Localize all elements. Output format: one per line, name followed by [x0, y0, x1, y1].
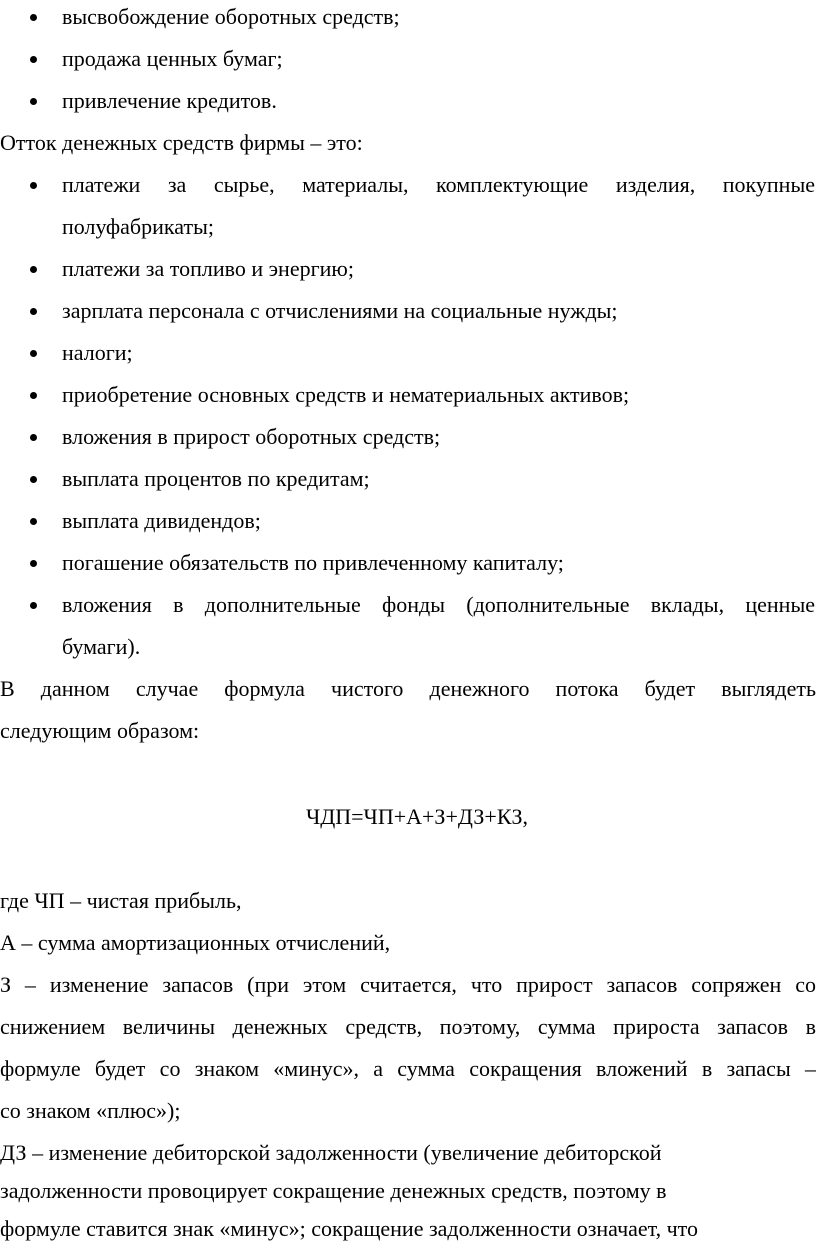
list-item: продажа ценных бумаг; [62, 46, 283, 71]
list-item: привлечение кредитов. [62, 88, 277, 113]
list-item: платежи за сырье, материалы, комплектующие изделия, покупные [62, 172, 815, 197]
bullet-icon [30, 476, 37, 483]
list-item: выплата процентов по кредитам; [62, 466, 370, 491]
bullet-icon [30, 392, 37, 399]
list-item: налоги; [62, 340, 133, 365]
formula-text: ЧДП=ЧП+А+З+ДЗ+КЗ, [305, 804, 529, 829]
bullet-icon [30, 14, 37, 21]
formula [0, 796, 816, 838]
definition-line: где ЧП – чистая прибыль, [0, 888, 242, 913]
bullet-icon [30, 308, 37, 315]
list-item-continuation: полуфабрикаты; [62, 214, 214, 239]
list-item: вложения в прирост оборотных средств; [62, 424, 441, 449]
bullet-icon [30, 518, 37, 525]
list-item: погашение обязательств по привлеченному капиталу; [62, 550, 564, 575]
definition-line: со знаком «плюс»); [0, 1098, 181, 1123]
definition-line: формуле ставится знак «минус»; сокращение задолженности означает, что [0, 1216, 699, 1241]
definition-line: формуле будет со знаком «минус», а сумма сокращения вложений в запасы – [0, 1056, 816, 1081]
list-item: высвобождение оборотных средств; [62, 4, 400, 29]
definition-line: ДЗ – изменение дебиторской задолженности (увеличение дебиторской [0, 1140, 662, 1165]
bullet-icon [30, 602, 37, 609]
list-item: зарплата персонала с отчислениями на социальные нужды; [62, 298, 618, 323]
bullet-icon [30, 56, 37, 63]
definition-line: задолженности провоцирует сокращение денежных средств, поэтому в [0, 1178, 667, 1203]
paragraph-line: следующим образом: [0, 718, 200, 743]
definition-line: З – изменение запасов (при этом считается, что прирост запасов сопряжен со [0, 972, 816, 997]
bullet-icon [30, 350, 37, 357]
definition-line: А – сумма амортизационных отчислений, [0, 930, 391, 955]
bullet-icon [30, 98, 37, 105]
definition-line: снижением величины денежных средств, поэтому, сумма прироста запасов в [0, 1014, 816, 1039]
bullet-icon [30, 434, 37, 441]
list-item-continuation: бумаги). [62, 634, 141, 659]
list-item: приобретение основных средств и нематериальных активов; [62, 382, 630, 407]
paragraph-line: В данном случае формула чистого денежного потока будет выглядеть [0, 676, 816, 701]
bullet-icon [30, 266, 37, 273]
bullet-icon [30, 560, 37, 567]
bullet-icon [30, 182, 37, 189]
list-item: выплата дивидендов; [62, 508, 261, 533]
list-item: вложения в дополнительные фонды (дополнительные вклады, ценные [62, 592, 815, 617]
list-item: платежи за топливо и энергию; [62, 256, 354, 281]
outflow-heading: Отток денежных средств фирмы – это: [0, 130, 363, 155]
